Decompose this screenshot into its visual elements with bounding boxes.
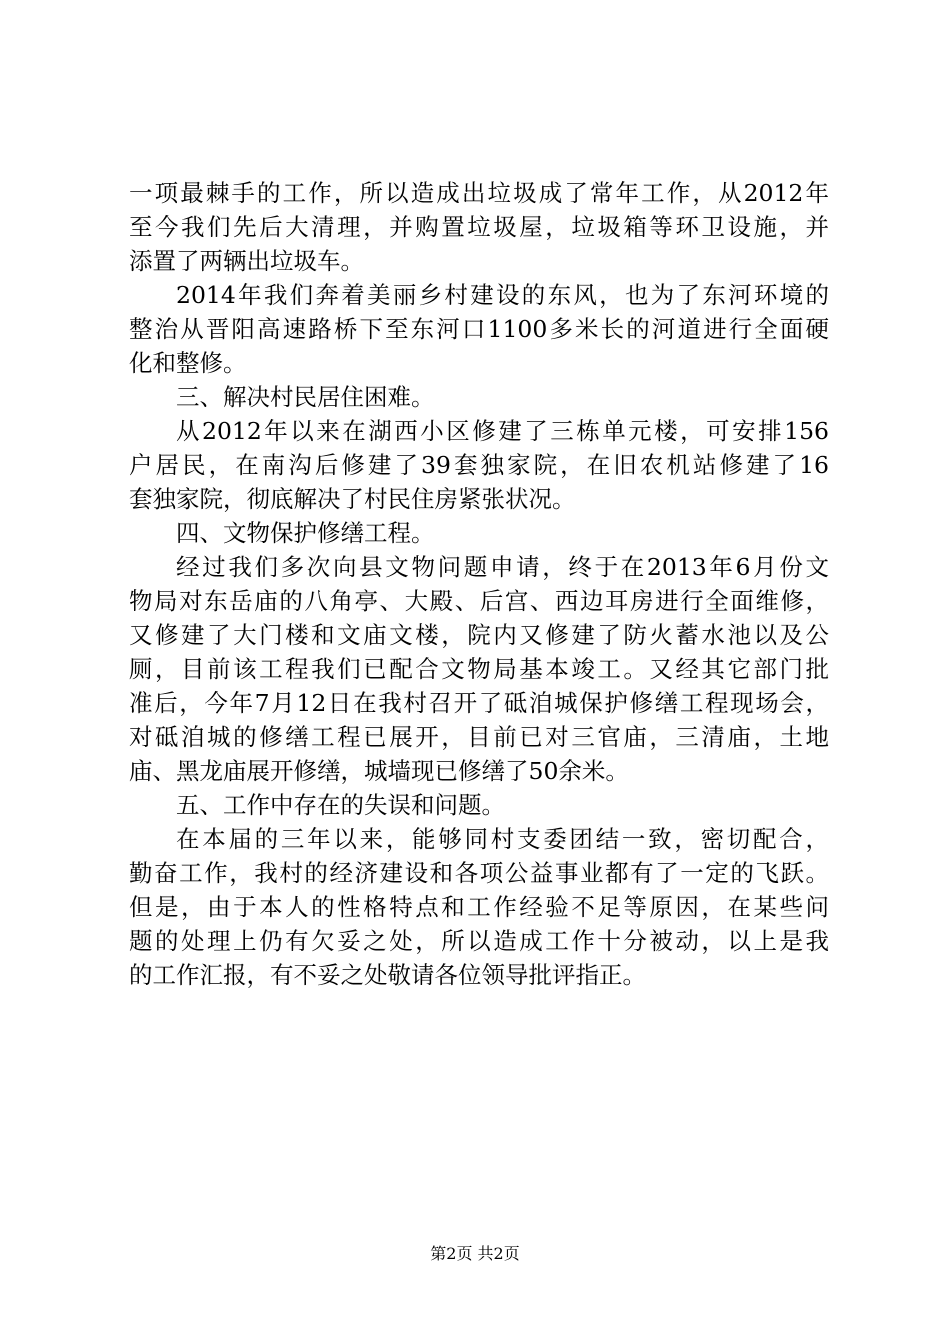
text-line: 经过我们多次向县文物问题申请，终于在2013年6月份文 <box>176 553 829 581</box>
text-line: 准后，今年7月12日在我村召开了砥洎城保护修缮工程现场会， <box>129 689 829 717</box>
text-line: 的工作汇报，有不妥之处敬请各位领导批评指正。 <box>129 961 646 989</box>
text-line: 在本届的三年以来，能够同村支委团结一致，密切配合， <box>176 825 829 853</box>
document-body <box>129 176 829 992</box>
text-line: 套独家院，彻底解决了村民住房紧张状况。 <box>129 485 576 513</box>
section-heading: 四、文物保护修缮工程。 <box>176 519 435 547</box>
text-line: 物局对东岳庙的八角亭、大殿、后宫、西边耳房进行全面维修， <box>129 587 829 615</box>
text-line: 一项最棘手的工作，所以造成出垃圾成了常年工作，从2012年 <box>129 179 829 207</box>
text-line: 化和整修。 <box>129 349 247 377</box>
section-heading: 三、解决村民居住困难。 <box>176 383 435 411</box>
page-number-footer: 第2页 共2页 <box>430 1244 520 1263</box>
section-heading: 五、工作中存在的失误和问题。 <box>176 791 505 819</box>
text-line: 整治从晋阳高速路桥下至东河口1100多米长的河道进行全面硬 <box>129 315 829 343</box>
text-line: 庙、黑龙庙展开修缮，城墙现已修缮了50余米。 <box>129 757 629 785</box>
text-line: 又修建了大门楼和文庙文楼，院内又修建了防火蓄水池以及公 <box>129 621 829 649</box>
text-line: 但是，由于本人的性格特点和工作经验不足等原因，在某些问 <box>129 893 829 921</box>
text-line: 从2012年以来在湖西小区修建了三栋单元楼，可安排156 <box>176 417 829 445</box>
text-line: 对砥洎城的修缮工程已展开，目前已对三官庙，三清庙，土地 <box>129 723 829 751</box>
text-line: 户居民，在南沟后修建了39套独家院，在旧农机站修建了16 <box>129 451 829 479</box>
text-line: 题的处理上仍有欠妥之处，所以造成工作十分被动，以上是我 <box>129 927 829 955</box>
text-line: 勤奋工作，我村的经济建设和各项公益事业都有了一定的飞跃。 <box>129 859 829 887</box>
text-line: 厕，目前该工程我们已配合文物局基本竣工。又经其它部门批 <box>129 655 829 683</box>
text-line: 2014年我们奔着美丽乡村建设的东风，也为了东河环境的 <box>176 281 829 309</box>
text-line: 至今我们先后大清理，并购置垃圾屋，垃圾箱等环卫设施，并 <box>129 213 829 241</box>
text-line: 添置了两辆出垃圾车。 <box>129 247 364 275</box>
